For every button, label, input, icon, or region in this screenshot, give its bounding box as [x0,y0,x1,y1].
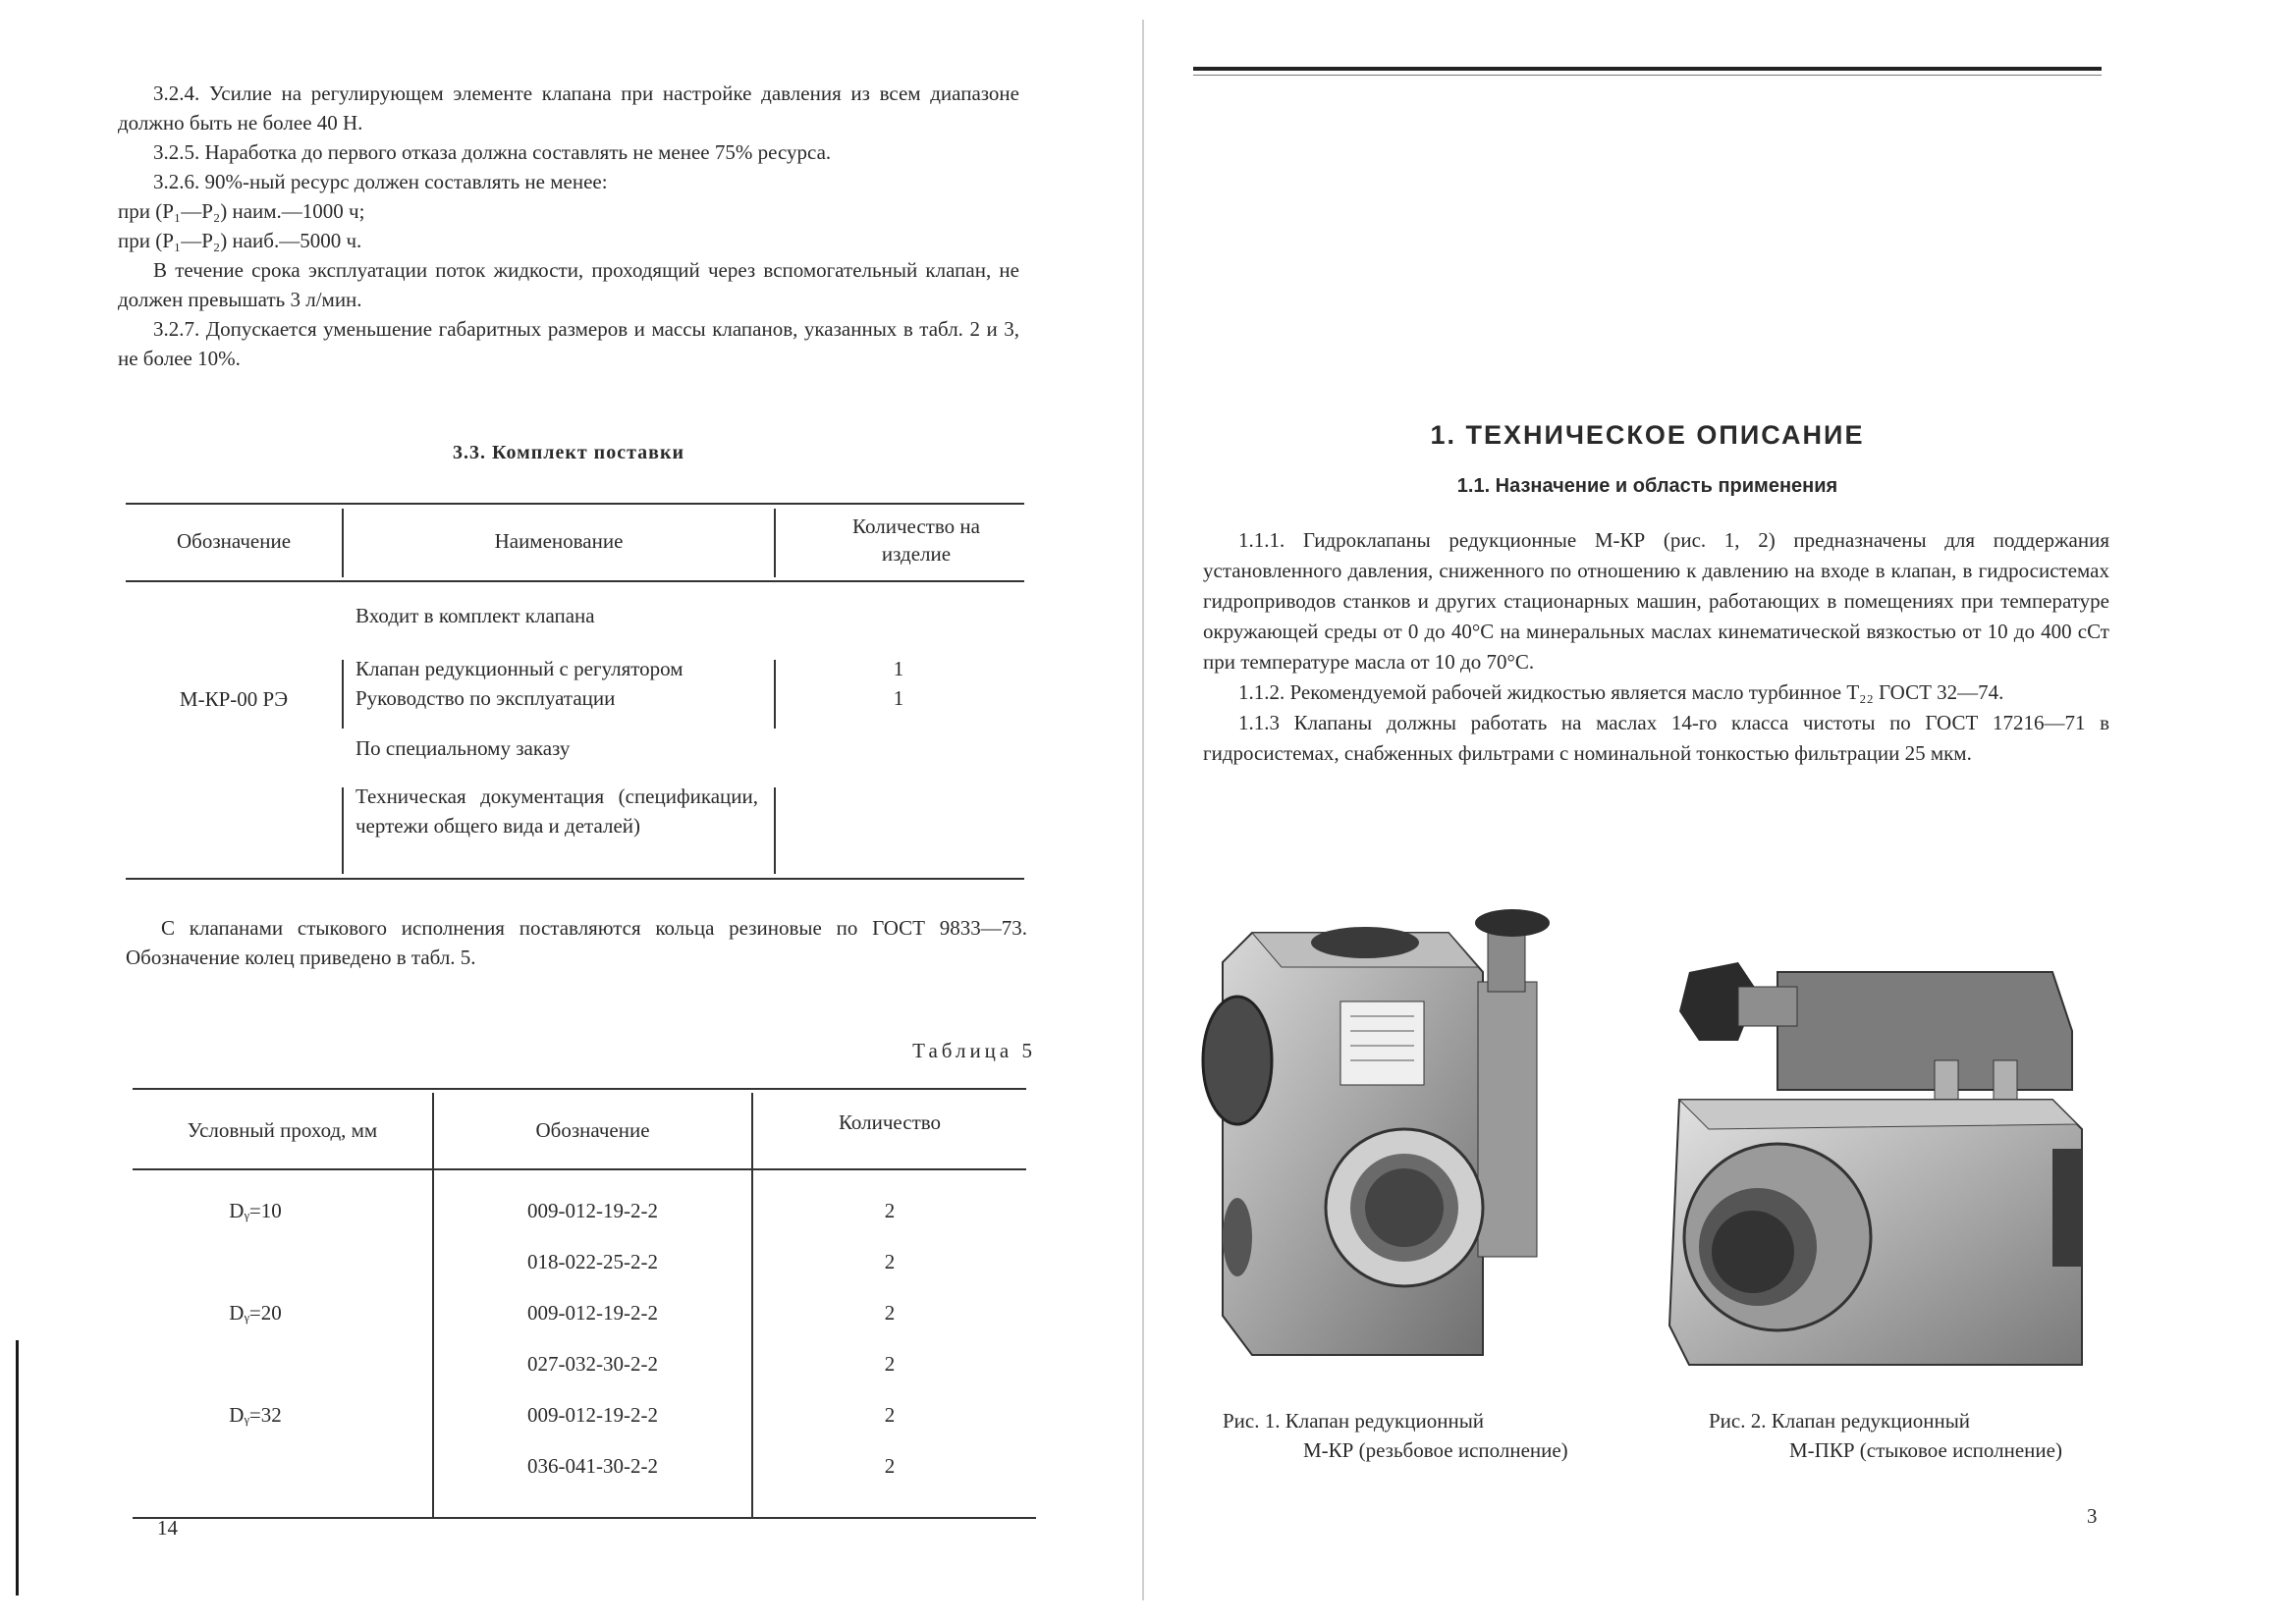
left-intro-text [118,79,1019,373]
qty-cell: 2 [884,1199,896,1222]
kit-table [126,503,1024,881]
item-name: Руководство по эксплуатации [355,686,616,710]
top-rule-thin [1193,75,2102,76]
page-number-left: 14 [157,1516,178,1540]
paragraph: В течение срока эксплуатации поток жидкости, проходящий через вспомогательный клапан, не должен превышать 3 л/мин. [118,258,1019,311]
dy-cell: Dᵧ=10 [229,1199,282,1222]
section-subtitle: 1.1. Назначение и область применения [1456,475,1838,497]
column-header: Количество [838,1110,942,1134]
valve-mkr-image [1193,893,1586,1375]
table-bottom-rule [126,878,1024,880]
code-cell: 036-041-30-2-2 [527,1454,658,1478]
code-cell: 009-012-19-2-2 [527,1199,658,1222]
paragraph: 1.1.1. Гидроклапаны редукционные М-КР (рис. 1, 2) предназначены для поддержания установленного давления, сниженного по отношению к давлению на входе в клапан, в гидросистемах гидроприводов станков и других стационарных машин, работающих в помещениях при температуре окружающей среды от 0 до 40°C на минеральных маслах кинематической вязкостью от 10 до 400 сСт при температуре масла от 10 до 70°C. [1203,528,2109,674]
code-cell: 018-022-25-2-2 [527,1250,658,1273]
item-name: Клапан редукционный с регулятором [355,657,683,680]
caption-line: Рис. 2. Клапан редукционный [1709,1409,1971,1433]
table-bottom-rule [133,1517,1036,1519]
paragraph: при (P₁—P₂) наим.—1000 ч; [118,199,365,223]
table-header-rule [126,580,1024,582]
item-qty: 1 [893,686,904,710]
figure1-valve-photo [1193,893,1586,1375]
section-title: 3.3. Комплект поставки [452,442,685,463]
column-header: Наименование [494,529,624,553]
column-header: Обозначение [176,529,292,553]
qty-cell: 2 [884,1352,896,1376]
paragraph: 3.2.7. Допускается уменьшение габаритных размеров и массы клапанов, указанных в табл. 2 и 3, не более 10%. [118,317,1019,370]
top-rule [1193,67,2102,71]
column-header: Условный проход, мм [187,1118,378,1142]
paragraph: 1.1.3 Клапаны должны работать на маслах 14-го класса чистоты по ГОСТ 17216—71 в гидросистемах, снабженных фильтрами с номинальной тонкостью фильтрации 25 мкм. [1203,711,2109,765]
designation-cell: М-КР-00 РЭ [179,687,289,711]
paragraph: 3.2.6. 90%-ный ресурс должен составлять не менее: [153,170,608,193]
column-divider [774,787,776,874]
paragraph: 1.1.2. Рекомендуемой рабочей жидкостью является масло турбинное T₂₂ ГОСТ 32—74. [1238,680,2004,704]
scan-edge-line [16,1340,19,1596]
column-divider [342,660,344,729]
right-intro-text [1203,525,2109,769]
group-title: По специальному заказу [355,736,571,760]
column-header: Обозначение [535,1118,650,1142]
table-top-rule [126,503,1024,505]
code-cell: 009-012-19-2-2 [527,1403,658,1427]
column-divider [342,787,344,874]
special-item: Техническая документация (спецификации, чертежи общего вида и деталей) [355,784,758,838]
qty-cell: 2 [884,1250,896,1273]
valve-mpkr-image [1660,952,2092,1375]
table-header-rule [133,1168,1026,1170]
paragraph: 3.2.5. Наработка до первого отказа должна составлять не менее 75% ресурса. [153,140,832,164]
item-qty: 1 [893,657,904,680]
figure2-valve-photo [1660,952,2092,1375]
code-cell: 027-032-30-2-2 [527,1352,658,1376]
qty-cell: 2 [884,1454,896,1478]
caption-line: М-ПКР (стыковое исполнение) [1789,1438,2062,1462]
center-fold-line [1142,20,1144,1600]
group-title: Входит в комплект клапана [355,604,595,627]
table-top-rule [133,1088,1026,1090]
table5 [133,1088,1026,1520]
page-number-right: 3 [2087,1504,2098,1528]
qty-cell: 2 [884,1301,896,1325]
paragraph: С клапанами стыкового исполнения поставляются кольца резиновые по ГОСТ 9833—73. Обозначение колец приведено в табл. 5. [126,916,1027,969]
caption-line: Рис. 1. Клапан редукционный [1223,1409,1485,1433]
dy-cell: Dᵧ=32 [229,1403,282,1427]
table5-title: Таблица 5 [912,1039,1036,1062]
dy-cell: Dᵧ=20 [229,1301,282,1325]
document-title: 1. ТЕХНИЧЕСКОЕ ОПИСАНИЕ [1430,420,1865,450]
paragraph: 3.2.4. Усилие на регулирующем элементе клапана при настройке давления из всем диапазоне должно быть не более 40 Н. [118,81,1019,135]
paragraph: при (P₁—P₂) наиб.—5000 ч. [118,229,362,252]
qty-cell: 2 [884,1403,896,1427]
column-header: Количество на изделие [852,514,980,566]
column-divider [774,509,776,577]
code-cell: 009-012-19-2-2 [527,1301,658,1325]
caption-line: М-КР (резьбовое исполнение) [1303,1438,1568,1462]
figure2-caption [1709,1406,2102,1465]
figure1-caption [1223,1406,1615,1465]
note-paragraph [126,913,1027,972]
